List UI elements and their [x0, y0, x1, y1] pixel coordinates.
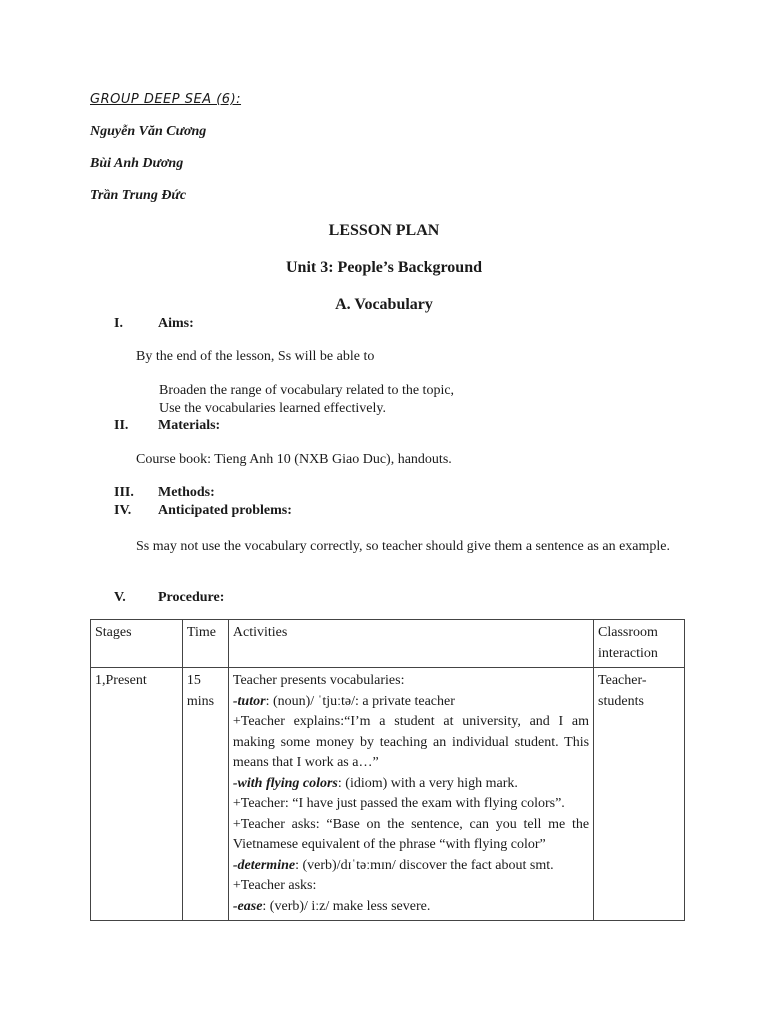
section-number: IV. [114, 503, 132, 518]
problems-text: Ss may not use the vocabulary correctly, so teacher should give them a sentence as an example. [136, 539, 671, 554]
cell-interaction: Teacher- students [594, 668, 685, 921]
section-label: Methods: [158, 485, 215, 500]
lesson-plan-heading: LESSON PLAN [328, 222, 440, 239]
section-label: Procedure: [158, 590, 225, 605]
vocab-term: -with flying colors [232, 775, 338, 791]
table-row [91, 668, 685, 921]
member-name: Trần Trung Đức [90, 188, 187, 203]
section-number: I. [114, 316, 123, 331]
part-heading: A. Vocabulary [335, 296, 433, 313]
activity-line [233, 897, 589, 918]
vocab-term: -ease [232, 898, 263, 914]
activity-line: +Teacher: “I have just passed the exam with flying colors”. [232, 796, 565, 811]
member-name: Bùi Anh Dương [90, 156, 184, 171]
header-time: Time [182, 620, 228, 668]
member-name: Nguyễn Văn Cương [90, 124, 207, 139]
unit-heading: Unit 3: People’s Background [285, 259, 482, 276]
section-number: V. [114, 590, 126, 605]
activity-line [233, 692, 589, 713]
vocab-definition: : (verb)/ iːz/ make less severe. [262, 898, 431, 914]
procedure-table [90, 619, 685, 921]
vocab-term: -determine [232, 857, 296, 873]
activity-line: +Teacher asks: [232, 878, 317, 893]
activity-line [233, 774, 589, 795]
aims-item: Broaden the range of vocabulary related to the topic, [159, 383, 455, 398]
header-stages: Stages [91, 620, 183, 668]
activity-line [233, 856, 589, 877]
vocab-definition: : (idiom) with a very high mark. [337, 775, 518, 791]
section-label: Aims: [158, 316, 194, 331]
header-interaction: Classroom interaction [594, 620, 685, 668]
section-label: Anticipated problems: [158, 503, 292, 518]
cell-activities [228, 668, 593, 921]
section-number: II. [114, 418, 129, 433]
aims-intro: By the end of the lesson, Ss will be able to [136, 349, 375, 364]
section-label: Materials: [158, 418, 221, 433]
vocab-definition: : (noun)/ ˈtjuːtə/: a private teacher [265, 693, 455, 709]
header-activities: Activities [228, 620, 593, 668]
aims-item: Use the vocabularies learned effectively. [159, 401, 387, 416]
vocab-definition: : (verb)/dɪˈtəːmɪn/ discover the fact about smt. [295, 857, 554, 873]
materials-text: Course book: Tieng Anh 10 (NXB Giao Duc), handouts. [136, 452, 452, 467]
cell-time: 15 mins [182, 668, 228, 921]
section-number: III. [114, 485, 134, 500]
activity-line: Teacher presents vocabularies: [232, 673, 405, 688]
activity-line: +Teacher asks: “Base on the sentence, can you tell me the Vietnamese equivalent of the phrase “with flying color” [232, 816, 590, 852]
cell-stage: 1,Present [91, 668, 183, 921]
table-header-row [91, 620, 685, 668]
activity-line: +Teacher explains:“I’m a student at university, and I am making some money by teaching an individual student. This means that I work as a…” [232, 714, 590, 770]
vocab-term: -tutor [232, 693, 266, 709]
group-title: GROUP DEEP SEA (6): [90, 92, 242, 107]
